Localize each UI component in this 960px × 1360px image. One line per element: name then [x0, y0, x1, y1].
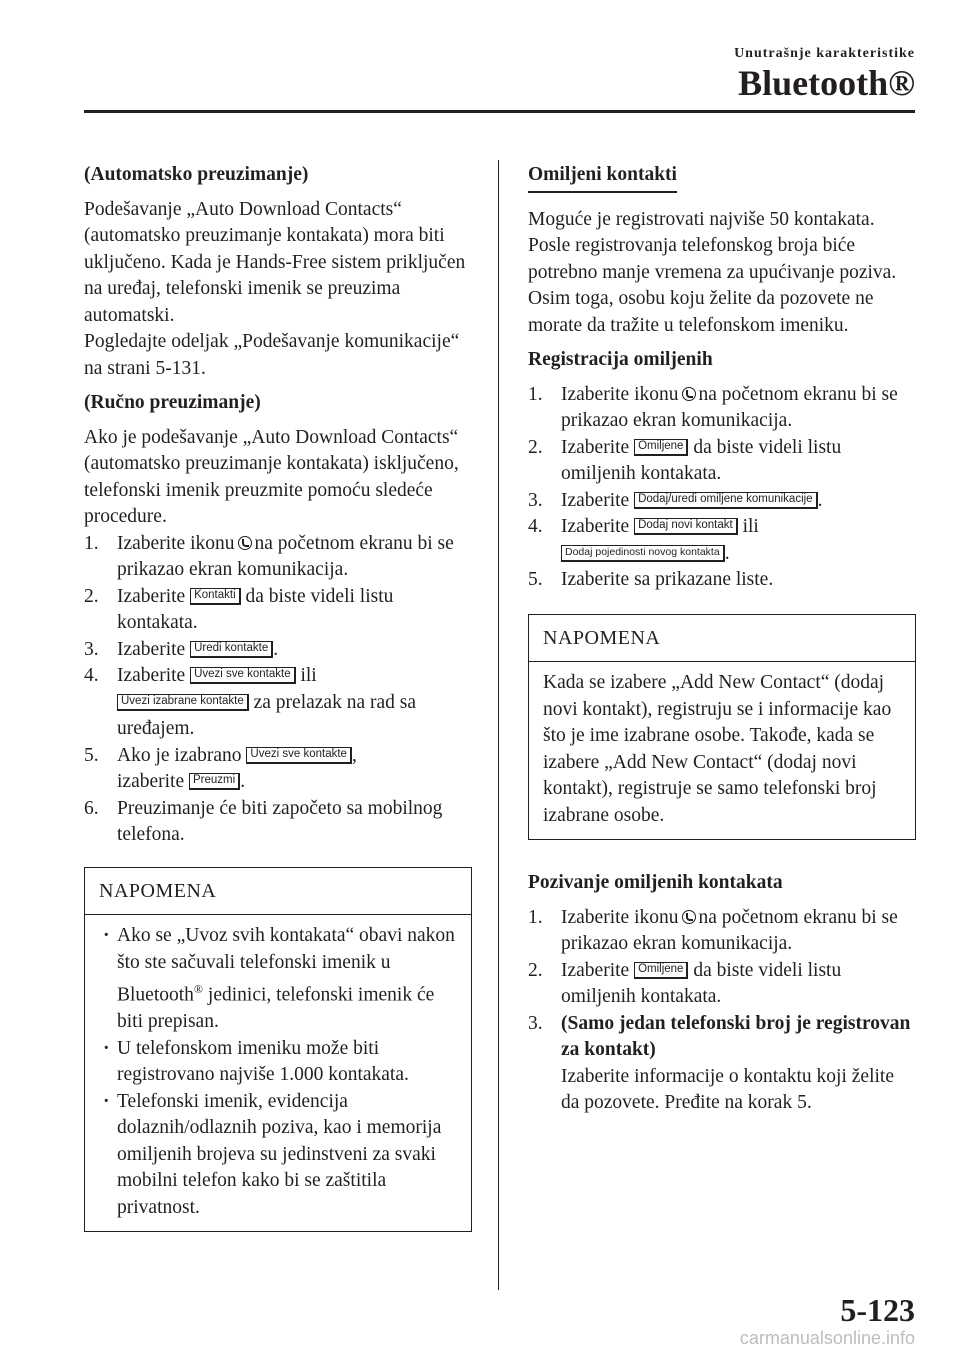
note-box-left — [84, 867, 472, 1233]
favorites-intro: Moguće je registrovati najviše 50 kontakata. Posle registrovanja telefonskog broja biće potrebno manje vremena za upućivanje poziva. Osim toga, osobu koju želite da pozovete ne morate da tražite u telefonskom imeniku. — [528, 208, 897, 336]
add-new-contact-button[interactable]: Dodaj novi kontakt — [634, 518, 738, 535]
favorites-button[interactable]: Omiljene — [634, 439, 688, 456]
edit-contacts-button[interactable]: Uredi kontakte — [190, 641, 273, 658]
list-item: 1. Izaberite ikonu na početnom ekranu bi se prikazao ekran komunikacija. — [528, 906, 898, 954]
note-body: Kada se izabere „Add New Contact“ (dodaj novi kontakt), registruju se i informacije kao što je ime izabrane osobe. Takođe, kada se izabere „Add New Contact“ (dodaj novi kontakt), registruje se samo telefonski broj izabrane osobe. — [543, 672, 892, 826]
note-bullet: · Telefonski imenik, evidencija dolaznih/odlaznih poziva, kao i memorija omiljenih brojeva su jedinstveni za svaki mobilni telefon kako bi se zaštitila privatnost. — [99, 1089, 457, 1222]
import-selected-contacts-button[interactable]: Uvezi izabrane kontakte — [117, 694, 249, 711]
manual-download-heading: (Ručno preuzimanje) — [84, 392, 261, 413]
list-item: 2. Izaberite Omiljene da biste videli listu omiljenih kontakata. — [528, 436, 842, 484]
call-favorites-heading: Pozivanje omiljenih kontakata — [528, 872, 783, 893]
favorites-heading: Omiljeni kontakti — [528, 162, 677, 193]
list-item: 2. Izaberite Omiljene da biste videli listu omiljenih kontakata. — [528, 959, 842, 1007]
add-edit-favorites-button[interactable]: Dodaj/uredi omiljene komunikacije — [634, 492, 818, 509]
import-all-contacts-button[interactable]: Uvezi sve kontakte — [190, 667, 296, 684]
list-item: 3. Izaberite Dodaj/uredi omiljene komunikacije . — [528, 489, 823, 511]
favorites-button[interactable]: Omiljene — [634, 962, 688, 979]
note-heading: NAPOMENA — [85, 868, 471, 916]
note-heading: NAPOMENA — [529, 615, 915, 663]
list-item: 2. Izaberite Kontakti da biste videli listu kontakata. — [84, 585, 394, 633]
manual-download-intro: Ako je podešavanje „Auto Download Contacts“ (automatsko preuzimanje kontakata) isključeno, telefonski imenik preuzmite pomoću sledeće procedure. — [84, 426, 459, 527]
column-divider — [498, 160, 499, 1290]
header-section: Unutrašnje karakteristike — [734, 46, 915, 61]
list-item: 5. Ako je izabrano Uvezi sve kontakte , izaberite Preuzmi . — [84, 744, 357, 792]
list-item: 3. (Samo jedan telefonski broj je registrovan za kontakt) Izaberite informacije o kontaktu koji želite da pozovete. Pređite na korak 5. — [528, 1012, 911, 1113]
phone-icon[interactable] — [682, 387, 696, 401]
list-item: 1. Izaberite ikonu na početnom ekranu bi se prikazao ekran komunikacija. — [84, 532, 454, 580]
note-box-right — [528, 614, 916, 841]
page-number: 5-123 — [840, 1292, 915, 1328]
list-item: 1. Izaberite ikonu na početnom ekranu bi se prikazao ekran komunikacija. — [528, 383, 898, 431]
left-column — [84, 162, 472, 1232]
contacts-button[interactable]: Kontakti — [190, 588, 241, 605]
list-item: 5. Izaberite sa prikazane liste. — [528, 569, 774, 590]
download-button[interactable]: Preuzmi — [189, 773, 240, 790]
call-favorites-steps — [528, 905, 916, 1117]
add-new-contact-details-button[interactable]: Dodaj pojedinosti novog kontakta — [561, 545, 725, 562]
manual-download-steps — [84, 531, 472, 849]
note-body — [85, 915, 471, 1231]
list-item: 4. Izaberite Uvezi sve kontakte ili Uvezi izabrane kontakte za prelazak na rad sa uređajem. — [84, 665, 416, 739]
registration-heading: Registracija omiljenih — [528, 349, 713, 370]
header-title: Bluetooth® — [738, 63, 915, 103]
auto-download-heading: (Automatsko preuzimanje) — [84, 164, 309, 185]
list-item: 3. Izaberite Uredi kontakte . — [84, 638, 279, 660]
import-all-contacts-button[interactable]: Uvezi sve kontakte — [246, 747, 352, 764]
right-column — [528, 162, 916, 1127]
note-bullet: · U telefonskom imeniku može biti registrovano najviše 1.000 kontakata. — [99, 1036, 457, 1089]
phone-icon[interactable] — [682, 910, 696, 924]
auto-download-text: Podešavanje „Auto Download Contacts“ (automatsko preuzimanje kontakata) mora biti uključeno. Kada je Hands-Free sistem priključen na uređaj, telefonski imenik se preuzima automatski. — [84, 198, 466, 326]
registration-steps — [528, 382, 916, 594]
header-rule — [84, 110, 915, 113]
auto-download-reference: Pogledajte odeljak „Podešavanje komunikacije“ na strani 5-131. — [84, 331, 460, 379]
phone-icon[interactable] — [238, 536, 252, 550]
list-item: 4. Izaberite Dodaj novi kontakt ili Dodaj pojedinosti novog kontakta . — [528, 516, 759, 564]
watermark: carmanualsonline.info — [739, 1328, 915, 1348]
list-item: 6. Preuzimanje će biti započeto sa mobilnog telefona. — [84, 797, 443, 845]
note-bullet: · Ako se „Uvoz svih kontakata“ obavi nakon što ste sačuvali telefonski imenik u Bluetooth® jedinici, telefonski imenik će biti prepisan. — [99, 923, 457, 1036]
